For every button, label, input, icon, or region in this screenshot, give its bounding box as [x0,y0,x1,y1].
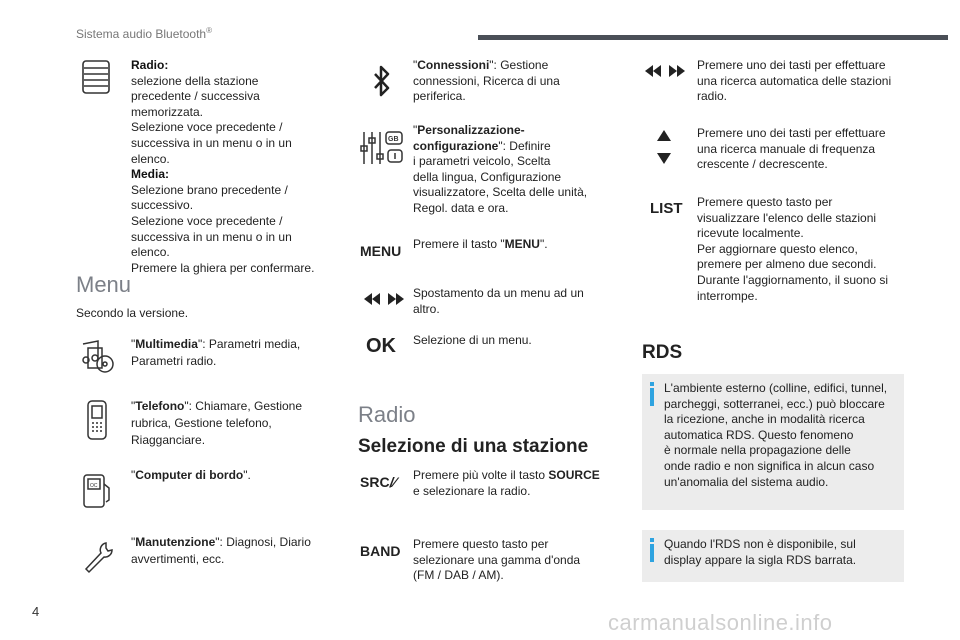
radio-media-block: Radio: selezione della stazione precedente / successiva memorizzata. Selezione voce precedente / successiva in un menu o in un elenco. Media: Selezione brano precedente / successivo. Selezione voce precedente / successiva in un menu o in un elenco. Premere la ghiera per confermare. [131,58,315,275]
menu-subtitle: Secondo la versione. [76,306,189,320]
ok-key-label: OK [366,335,396,357]
watermark: carmanualsonline.info [608,610,833,635]
seek-arrows-icon [643,63,687,79]
info-icon [650,538,654,542]
rds-note-2 [642,530,904,582]
left-right-arrows-icon [362,291,406,307]
personalizzazione-text: "Personalizzazione- configurazione": Definire i parametri veicolo, Scelta della lingua, Configurazione visualizzatore, Scelta delle unità, Regol. data e ora. [413,123,588,215]
bluetooth-icon [370,62,394,102]
src-key-label: SRC/⁄ [360,474,396,490]
info-icon [650,382,654,386]
radio-heading: Radio [358,402,416,427]
manual-search-text: Premere uno dei tasti per effettuare una ricerca manuale di frequenza crescente / decrescente. [697,126,886,172]
ok-key-text: Selezione di un menu. [413,333,532,347]
telefono-text: "Telefono": Chiamare, Gestione rubrica, Gestione telefono, Riagganciare. [131,399,303,447]
menu-heading: Menu [76,272,132,297]
multimedia-icon [80,338,114,374]
rds-note-1 [642,374,904,510]
src-key-text: Premere più volte il tasto SOURCE e selezionare la radio. [413,468,600,498]
up-down-arrows-icon [654,128,674,166]
menu-key-text: Premere il tasto "MENU". [413,237,548,251]
rds-note-1-text: L'ambiente esterno (colline, edifici, tunnel, parcheggi, sotterranei, ecc.) può bloccare la ricezione, anche in modalità ricerca automatica RDS. Questo fenomeno è normale nella propagazione delle onde radio e non significa in alcun caso un'anomalia del sistema audio. [664,381,888,489]
computer-bordo-text: "Computer di bordo". [131,468,251,482]
rds-note-2-text: Quando l'RDS non è disponibile, sul display appare la sigla RDS barrata. [664,537,857,567]
list-lines-icon [80,58,114,98]
rds-heading: RDS [642,342,683,363]
manutenzione-text: "Manutenzione": Diagnosi, Diario avvertimenti, ecc. [131,535,311,566]
page-header-title: Sistema audio Bluetooth® [76,26,212,41]
list-key-label: LIST [650,200,683,217]
info-bar [650,388,654,406]
connessioni-text: "Connessioni": Gestione connessioni, Ricerca di una periferica. [413,58,560,104]
svg-text:GB: GB [388,136,399,143]
auto-search-text: Premere uno dei tasti per effettuare una ricerca automatica delle stazioni radio. [697,58,892,104]
list-key-text: Premere questo tasto per visualizzare l'elenco delle stazioni ricevute localmente. Per aggiornare questo elenco, premere per almeno due secondi. Durante l'aggiornamento, il suono si interrompe. [697,195,889,303]
header-bar [478,35,948,40]
band-key-label: BAND [360,543,401,559]
multimedia-text: "Multimedia": Parametri media, Parametri radio. [131,337,301,368]
info-bar [650,544,654,562]
wrench-icon [82,540,114,576]
menu-key-label: MENU [360,243,402,259]
phone-icon [84,398,110,442]
page-number: 4 [32,604,40,619]
settings-sliders-icon [360,128,406,168]
fuel-computer-icon [80,470,114,510]
svg-text:OC: OC [90,483,98,489]
arrows-menu-text: Spostamento da un menu ad un altro. [413,286,584,316]
selezione-heading: Selezione di una stazione [358,436,589,457]
band-key-text: Premere questo tasto per selezionare una gamma d'onda (FM / DAB / AM). [413,537,581,583]
